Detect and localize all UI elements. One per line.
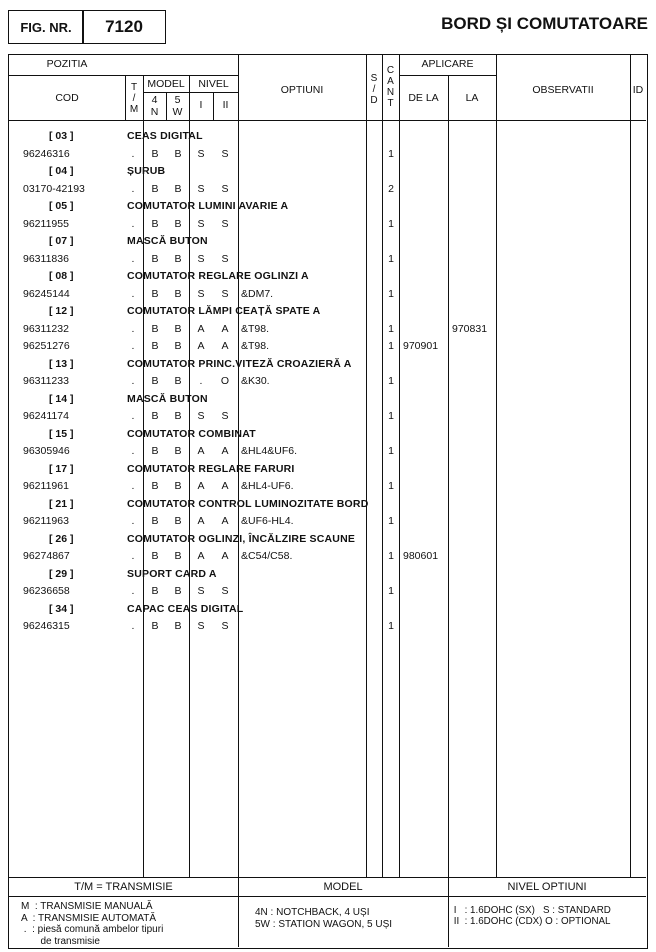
cell-cant: 1 [388, 322, 394, 335]
table-row [9, 285, 649, 303]
part-description: COMUTATOR CONTROL LUMINOZITATE BORD [127, 497, 369, 510]
cell-i: S [197, 147, 205, 160]
cell-tm: . [131, 375, 135, 387]
cell-i: A [197, 322, 205, 335]
table-row [9, 337, 649, 355]
position-number: [ 04 ] [49, 165, 74, 177]
col-de-la: DE LA [408, 92, 439, 104]
col-nivel: NIVEL [198, 78, 229, 90]
cell-cant: 1 [388, 445, 394, 457]
table-row [9, 180, 649, 198]
cell-optiuni: &C54/C58. [241, 550, 293, 562]
part-description: ȘURUB [127, 165, 166, 177]
cell-i: A [197, 515, 205, 527]
position-header-row [9, 127, 649, 145]
position-number: [ 12 ] [49, 305, 74, 317]
part-code: 96246315 [23, 620, 70, 632]
cell-cant: 1 [388, 480, 394, 492]
cell-de-la: 970901 [403, 340, 439, 352]
cell-tm: . [131, 322, 135, 335]
cell-n4: B [151, 620, 159, 632]
part-code: 96305946 [23, 445, 70, 457]
table-row [9, 547, 649, 565]
cell-ii: A [221, 515, 229, 527]
cell-w5: B [174, 550, 182, 562]
col-optiuni: OPTIUNI [280, 84, 324, 96]
part-description: MASCĂ BUTON [127, 392, 208, 405]
cell-tm: . [131, 182, 135, 195]
table-row [9, 582, 649, 600]
part-code: 96211955 [23, 217, 69, 230]
position-header-row [9, 267, 649, 285]
cell-tm: . [131, 340, 135, 352]
cell-w5: B [174, 480, 182, 492]
cell-w5: B [174, 322, 182, 335]
cell-w5: B [174, 287, 182, 300]
cell-n4: B [151, 375, 159, 387]
col-model: MODEL [147, 78, 185, 90]
col-model-4n: 4 N [150, 94, 159, 118]
cell-tm: . [131, 410, 135, 422]
part-code: 96211963 [23, 515, 69, 527]
part-description: COMUTATOR LĂMPI CEAȚĂ SPATE A [127, 305, 321, 317]
cell-tm: . [131, 515, 135, 527]
footer-model-title: MODEL [323, 881, 363, 893]
cell-optiuni: &HL4-UF6. [241, 480, 294, 492]
fig-label: FIG. NR. [20, 19, 72, 35]
col-id: ID [632, 84, 644, 96]
cell-cant: 1 [388, 287, 394, 300]
position-header-row [9, 495, 649, 513]
part-code: 03170-42193 [23, 182, 85, 195]
position-header-row [9, 460, 649, 478]
cell-i: S [197, 217, 205, 230]
cell-ii: S [221, 620, 229, 632]
cell-n4: B [151, 217, 159, 230]
cell-ii: S [221, 410, 229, 422]
position-number: [ 13 ] [49, 357, 74, 370]
cell-cant: 1 [388, 252, 394, 265]
cell-ii: A [221, 445, 229, 457]
col-sd: S / D [370, 73, 378, 106]
part-code: 96311232 [23, 322, 69, 335]
cell-ii: S [221, 147, 229, 160]
table-row [9, 372, 649, 390]
table-row [9, 215, 649, 233]
col-pozitia: POZITIA [46, 58, 88, 70]
cell-w5: B [174, 445, 182, 457]
position-number: [ 07 ] [49, 235, 74, 247]
cell-de-la: 980601 [403, 550, 439, 562]
cell-ii: S [221, 287, 229, 300]
cell-n4: B [151, 340, 159, 352]
footer-model-text: 4N : NOTCHBACK, 4 UȘI 5W : STATION WAGON, 5 UȘI [255, 907, 393, 930]
cell-n4: B [151, 550, 159, 562]
cell-w5: B [174, 410, 182, 422]
cell-tm: . [131, 480, 135, 492]
part-description: CEAS DIGITAL [127, 130, 203, 142]
cell-i: S [197, 620, 205, 632]
position-header-row [9, 355, 649, 373]
part-description: COMUTATOR REGLARE OGLINZI A [127, 270, 309, 282]
cell-cant: 1 [388, 375, 394, 387]
col-cod: COD [55, 92, 79, 104]
footer-tm-title: T/M = TRANSMISIE [74, 881, 173, 893]
part-code: 96251276 [23, 340, 70, 352]
cell-n4: B [151, 585, 159, 597]
fig-number: 7120 [105, 17, 143, 36]
part-code: 96311836 [23, 252, 69, 265]
part-code: 96274867 [23, 550, 70, 562]
position-number: [ 17 ] [49, 462, 74, 475]
part-code: 96211961 [23, 480, 69, 492]
cell-n4: B [151, 147, 159, 160]
fig-number-box [82, 10, 166, 44]
parts-table [8, 54, 648, 949]
cell-tm: . [131, 620, 135, 632]
cell-w5: B [174, 252, 182, 265]
col-aplicare: APLICARE [421, 58, 474, 70]
table-row [9, 617, 649, 635]
cell-optiuni: &K30. [241, 375, 270, 387]
cell-w5: B [174, 585, 182, 597]
part-description: MASCĂ BUTON [127, 235, 208, 247]
table-row [9, 512, 649, 530]
part-code: 96311233 [23, 375, 69, 387]
cell-tm: . [131, 445, 135, 457]
cell-n4: B [151, 445, 159, 457]
cell-ii: A [221, 550, 229, 562]
cell-i: A [197, 445, 205, 457]
position-header-row [9, 425, 649, 443]
footer-tm-text: M : TRANSMISIE MANUALĂ A : TRANSMISIE AUTOMATĂ . : piesă comună ambelor tipuri de transmisie [21, 901, 164, 947]
cell-i: A [197, 480, 205, 492]
position-header-row [9, 530, 649, 548]
cell-cant: 1 [388, 550, 394, 562]
position-number: [ 34 ] [49, 602, 74, 615]
cell-ii: A [221, 340, 229, 352]
position-header-row [9, 302, 649, 320]
col-nivel-i: I [199, 99, 203, 111]
cell-i: S [197, 252, 205, 265]
cell-ii: A [221, 322, 229, 335]
cell-cant: 2 [388, 182, 394, 195]
cell-i: S [197, 287, 205, 300]
position-number: [ 08 ] [49, 270, 74, 282]
cell-tm: . [131, 252, 135, 265]
footer-nivel-title: NIVEL OPTIUNI [507, 881, 587, 893]
footer-nivel-text: I : 1.6DOHC (SX) S : STANDARD II : 1.6DOHC (CDX) O : OPTIONAL [453, 905, 611, 928]
cell-i: S [197, 410, 205, 422]
position-number: [ 05 ] [49, 200, 74, 212]
cell-cant: 1 [388, 515, 394, 527]
position-number: [ 21 ] [49, 497, 74, 510]
cell-tm: . [131, 217, 135, 230]
cell-n4: B [151, 252, 159, 265]
position-number: [ 15 ] [49, 427, 74, 440]
cell-tm: . [131, 585, 135, 597]
cell-w5: B [174, 182, 182, 195]
col-cant: C A N T [386, 65, 395, 109]
cell-optiuni: &UF6-HL4. [241, 515, 294, 527]
cell-i: A [197, 550, 205, 562]
part-description: SUPORT CARD A [127, 567, 217, 580]
position-header-row [9, 197, 649, 215]
part-description: COMUTATOR OGLINZI, ÎNCĂLZIRE SCAUNE [127, 532, 356, 545]
col-model-5w: 5 W [172, 94, 183, 118]
cell-ii: S [221, 585, 229, 597]
cell-n4: B [151, 182, 159, 195]
cell-cant: 1 [388, 340, 394, 352]
part-code: 96236658 [23, 585, 70, 597]
col-observatii: OBSERVATII [532, 84, 594, 96]
fig-label-box [8, 10, 84, 44]
cell-tm: . [131, 550, 135, 562]
position-header-row [9, 565, 649, 583]
cell-cant: 1 [388, 410, 394, 422]
table-row [9, 407, 649, 425]
cell-optiuni: &HL4&UF6. [241, 445, 298, 457]
cell-i: S [197, 182, 205, 195]
position-header-row [9, 162, 649, 180]
col-nivel-ii: II [222, 99, 229, 111]
cell-i: . [199, 375, 203, 387]
cell-optiuni: &T98. [241, 322, 270, 335]
cell-la: 970831 [452, 322, 488, 335]
cell-tm: . [131, 287, 135, 300]
position-number: [ 03 ] [49, 130, 74, 142]
part-code: 96246316 [23, 147, 70, 160]
cell-w5: B [174, 217, 182, 230]
cell-cant: 1 [388, 147, 394, 160]
position-header-row [9, 390, 649, 408]
cell-n4: B [151, 410, 159, 422]
position-header-row [9, 600, 649, 618]
table-row [9, 477, 649, 495]
cell-optiuni: &T98. [241, 340, 270, 352]
part-code: 96241174 [23, 410, 69, 422]
cell-w5: B [174, 375, 182, 387]
cell-cant: 1 [388, 585, 394, 597]
col-la: LA [465, 92, 479, 104]
cell-w5: B [174, 147, 182, 160]
cell-w5: B [174, 340, 182, 352]
cell-n4: B [151, 287, 159, 300]
cell-cant: 1 [388, 620, 394, 632]
position-header-row [9, 232, 649, 250]
table-row [9, 145, 649, 163]
cell-i: A [197, 340, 205, 352]
table-row [9, 320, 649, 338]
cell-ii: S [221, 182, 229, 195]
part-description: COMUTATOR COMBINAT [127, 427, 256, 440]
page-title: BORD ȘI COMUTATOARE [441, 14, 648, 33]
position-number: [ 14 ] [49, 392, 74, 405]
col-tm: T / M [129, 82, 139, 115]
cell-i: S [197, 585, 205, 597]
table-row [9, 250, 649, 268]
cell-w5: B [174, 515, 182, 527]
cell-n4: B [151, 322, 159, 335]
cell-tm: . [131, 147, 135, 160]
part-description: COMUTATOR LUMINI AVARIE A [127, 200, 289, 212]
cell-ii: S [221, 217, 229, 230]
cell-ii: S [221, 252, 229, 265]
part-code: 96245144 [23, 287, 70, 300]
cell-w5: B [174, 620, 182, 632]
table-row [9, 442, 649, 460]
cell-n4: B [151, 480, 159, 492]
cell-ii: O [220, 375, 230, 387]
position-number: [ 29 ] [49, 567, 74, 580]
cell-optiuni: &DM7. [241, 287, 274, 300]
cell-n4: B [151, 515, 159, 527]
part-description: COMUTATOR REGLARE FARURI [127, 462, 295, 475]
cell-ii: A [221, 480, 229, 492]
cell-cant: 1 [388, 217, 394, 230]
position-number: [ 26 ] [49, 532, 74, 545]
part-description: COMUTATOR PRINC.VITEZĂ CROAZIERĂ A [127, 357, 352, 370]
part-description: CAPAC CEAS DIGITAL [127, 602, 244, 615]
